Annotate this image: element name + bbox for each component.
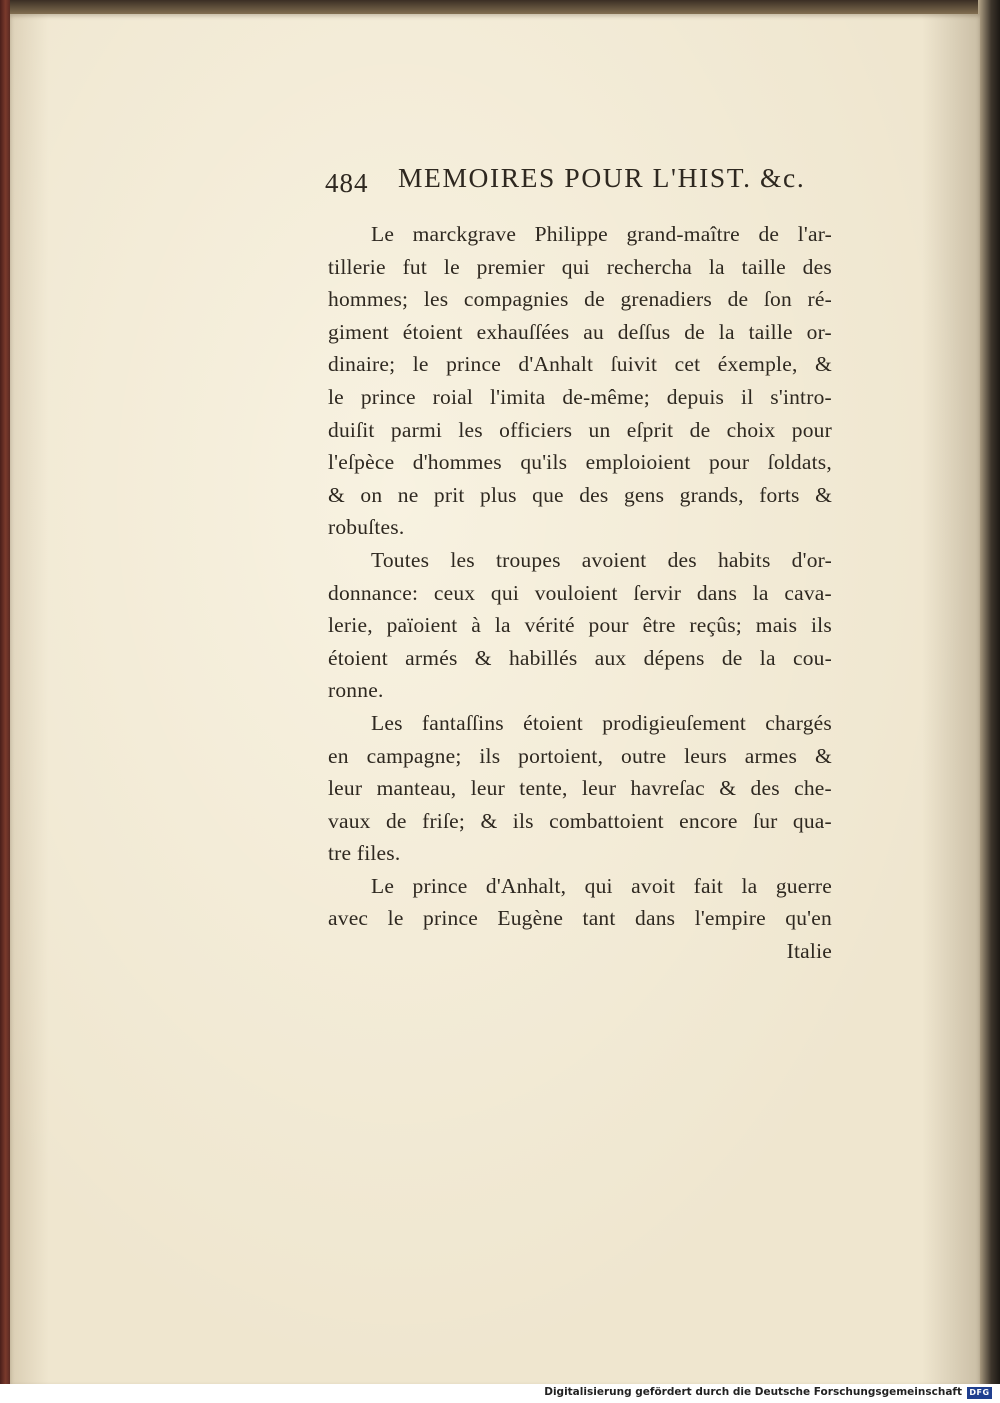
text-line: donnance: ceux qui vouloient ſervir dans la cava- <box>328 580 832 605</box>
text-line: tre files. <box>328 841 401 866</box>
text-line: le prince roial l'imita de-même; depuis il s'intro- <box>328 384 832 409</box>
text-line: Toutes les troupes avoient des habits d'or- <box>371 547 832 572</box>
text-line: ronne. <box>328 678 384 703</box>
running-title: MEMOIRES POUR L'HIST. &c. <box>398 162 806 193</box>
text-line: vaux de friſe; & ils combattoient encore ſur qua- <box>328 808 832 833</box>
running-head <box>325 162 835 202</box>
text-line: hommes; les compagnies de grenadiers de ſon ré- <box>328 287 832 312</box>
text-line: tillerie fut le premier qui rechercha la taille des <box>328 254 832 279</box>
text-line: dinaire; le prince d'Anhalt ſuivit cet éxemple, & <box>328 352 832 377</box>
page-number: 484 <box>325 168 369 198</box>
footer-bar <box>0 1384 1000 1403</box>
text-line: Le prince d'Anhalt, qui avoit fait la guerre <box>371 873 832 898</box>
dfg-logo: DFG <box>967 1387 992 1399</box>
text-line: giment étoient exhauſſées au deſſus de la taille or- <box>328 319 832 344</box>
body-text <box>328 218 832 968</box>
text-line: en campagne; ils portoient, outre leurs armes & <box>328 743 832 768</box>
text-line: Le marckgrave Philippe grand-maître de l'ar- <box>371 222 832 246</box>
text-line: robuſtes. <box>328 515 405 540</box>
text-line: & on ne prit plus que des gens grands, forts & <box>328 482 832 507</box>
text-line: Les fantaſſins étoient prodigieuſement chargés <box>371 710 832 735</box>
scan-right-edge <box>978 0 1000 1384</box>
digitization-credit: Digitalisierung gefördert durch die Deutsche Forschungsgemeinschaft <box>544 1386 962 1398</box>
text-line: duiſit parmi les officiers un eſprit de choix pour <box>328 417 832 442</box>
text-line: leur manteau, leur tente, leur havreſac & des che- <box>328 776 832 801</box>
text-line: étoient armés & habillés aux dépens de la cou- <box>328 645 832 670</box>
text-line: l'eſpèce d'hommes qu'ils emploioient pour ſoldats, <box>328 450 832 475</box>
text-line: lerie, païoient à la vérité pour être reçûs; mais ils <box>328 613 832 638</box>
book-binding-edge <box>0 0 10 1384</box>
text-line: avec le prince Eugène tant dans l'empire qu'en <box>328 906 832 931</box>
catchword: Italie <box>786 939 832 964</box>
